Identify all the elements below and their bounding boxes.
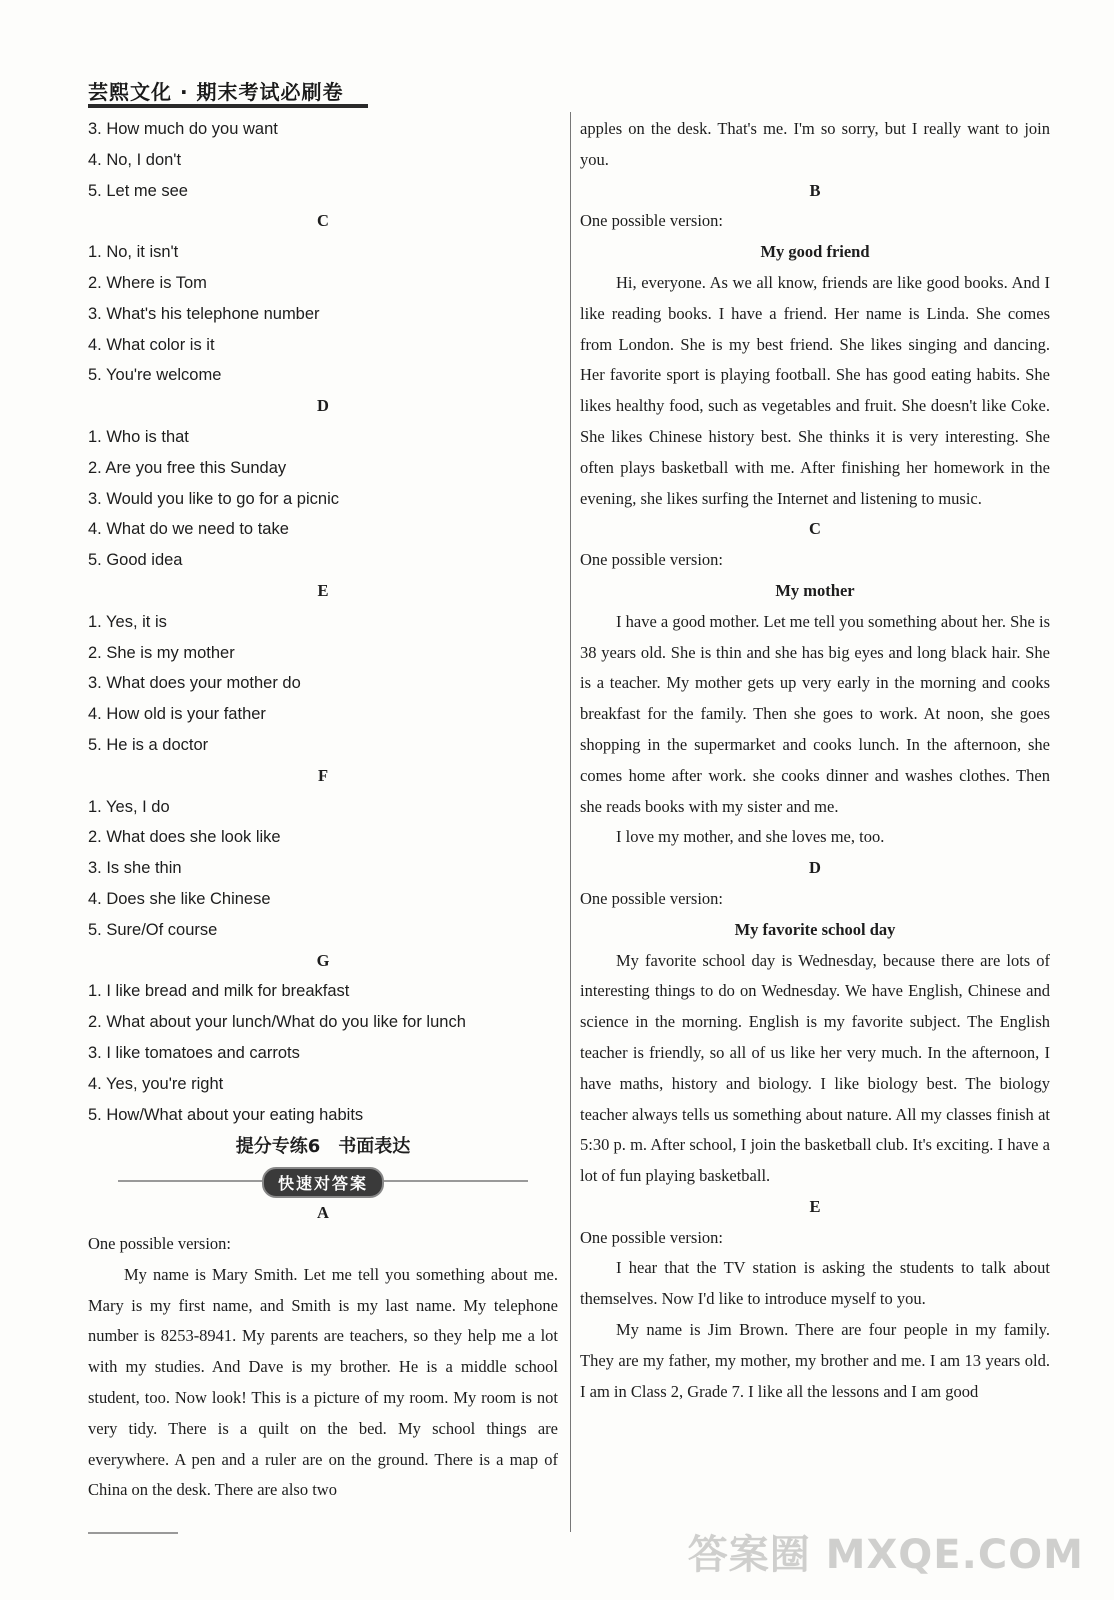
answer-item: 3. How much do you want	[88, 120, 278, 138]
quick-answer-banner	[88, 1164, 558, 1198]
answer-item: 5. Good idea	[88, 551, 183, 570]
answer-item: 3. I like tomatoes and carrots	[88, 1043, 300, 1062]
essay-title: My favorite school day	[734, 919, 896, 939]
answer-item: 2. What does she look like	[88, 828, 281, 847]
essay-c-text-2: I love my mother, and she loves me, too.	[616, 827, 885, 847]
answer-item: 2. What about your lunch/What do you like for lunch	[88, 1013, 466, 1032]
essay-e-text: I hear that the TV station is asking the students to talk about themselves. Now I'd like to introduce myself to you.	[580, 1258, 1050, 1309]
essay-e-text-2: My name is Jim Brown. There are four people in my family. They are my father, my mother, my brother and me. I am 13 years old. I am in Class 2, Grade 7. I like all the lessons and I am good	[580, 1320, 1050, 1401]
section-heading-a: A	[317, 1203, 329, 1223]
answer-item: 1. Yes, it is	[88, 612, 167, 631]
answer-item: 4. What color is it	[88, 335, 215, 354]
answer-item: 5. Sure/Of course	[88, 920, 218, 939]
answer-item: 1. No, it isn't	[88, 243, 179, 262]
section-heading-d-right: D	[809, 858, 821, 878]
answer-item: 5. Let me see	[88, 181, 188, 200]
version-intro: One possible version:	[580, 888, 723, 908]
answer-item: 3. Would you like to go for a picnic	[88, 489, 339, 508]
section-heading-g: G	[316, 950, 330, 970]
column-divider	[570, 112, 571, 1532]
answer-item: 5. He is a doctor	[88, 735, 209, 754]
page-corner-mark	[88, 1520, 178, 1534]
essay-title: My good friend	[760, 242, 870, 262]
essay-a-text: My name is Mary Smith. Let me tell you something about me. Mary is my first name, and Smith is my last name. My telephone number is 8253-8941. My parents are teachers, so they help me a lot with my studies. And Dave is my brother. He is a middle school student, too. Now look! This is a picture of my room. My room is not very tidy. There is a quilt on the bed. My school things are everywhere. A pen and a ruler are on the ground. There is a map of China on the desk. There are also two	[88, 1264, 558, 1500]
version-intro: One possible version:	[580, 550, 723, 570]
left-column	[88, 114, 558, 1506]
section-heading-c: C	[317, 211, 329, 231]
version-intro: One possible version:	[580, 1227, 723, 1247]
header-rule	[88, 104, 368, 108]
essay-b-text: Hi, everyone. As we all know, friends are like good books. And I like reading books. I have a friend. Her name is Linda. She comes from London. She is my best friend. She likes singing and dancing. Her favorite sport is playing football. She has good eating habits. She likes healthy food, such as vegetables and fruit. She doesn't like Coke. She likes Chinese history best. She thinks it is very interesting. She often plays basketball with me. After finishing her homework in the evening, she likes surfing the Internet and listening to music.	[580, 272, 1050, 508]
answer-item: 4. Yes, you're right	[88, 1074, 224, 1093]
section-heading-f: F	[317, 765, 329, 785]
answer-item: 1. Yes, I do	[88, 797, 170, 816]
section-heading-b: B	[809, 180, 821, 200]
section-heading-e-right: E	[809, 1196, 821, 1216]
answer-item: 2. Are you free this Sunday	[88, 458, 287, 477]
version-intro: One possible version:	[88, 1234, 231, 1254]
answer-item: 5. How/What about your eating habits	[88, 1105, 364, 1124]
answer-item: 3. What's his telephone number	[88, 304, 320, 323]
exercise-6-title: 提分专练6 书面表达	[235, 1136, 411, 1158]
watermark-logo: 答案圈 MXQE.COM	[687, 1532, 1084, 1578]
essay-title: My mother	[775, 580, 855, 600]
section-heading-c-right: C	[809, 519, 821, 539]
answer-item: 2. Where is Tom	[88, 273, 207, 292]
answer-item: 4. Does she like Chinese	[88, 889, 271, 908]
right-column	[580, 114, 1050, 1407]
answer-item: 1. Who is that	[88, 427, 189, 446]
version-intro: One possible version:	[580, 211, 723, 231]
page-header-title: 芸熙文化 · 期末考试必刷卷	[88, 80, 344, 104]
answer-item: 4. How old is your father	[88, 705, 266, 724]
answer-item: 3. Is she thin	[88, 859, 182, 878]
section-heading-d: D	[317, 396, 329, 416]
answer-item: 3. What does your mother do	[88, 674, 301, 693]
answer-item: 2. She is my mother	[88, 643, 235, 662]
answer-item: 4. What do we need to take	[88, 520, 289, 539]
essay-c-text: I have a good mother. Let me tell you something about her. She is 38 years old. She is thin and she has big eyes and long black hair. She is a teacher. My mother gets up very early in the morning and cooks breakfast for the family. Then she goes to work. At noon, she goes shopping in the supermarket and cooks lunch. In the afternoon, she comes home after work. she cooks dinner and washes clothes. Then she reads books with my sister and me.	[580, 611, 1050, 816]
essay-a-continued: apples on the desk. That's me. I'm so sorry, but I really want to join you.	[580, 119, 1050, 169]
answer-item: 1. I like bread and milk for breakfast	[88, 982, 350, 1001]
section-heading-e: E	[317, 580, 329, 600]
banner-label: 快速对答案	[262, 1167, 384, 1198]
essay-d-text: My favorite school day is Wednesday, because there are lots of interesting things to do on Wednesday. We have English, Chinese and science in the morning. English is my favorite subject. The English teacher is friendly, so all of us like her very much. In the afternoon, I have maths, history and biology. I like biology best. The biology teacher always tells us something about nature. All my classes finish at 5:30 p. m. After school, I join the basketball club. It's exciting. I have a lot of fun playing basketball.	[580, 950, 1050, 1186]
answer-item: 4. No, I don't	[88, 150, 182, 169]
answer-item: 5. You're welcome	[88, 366, 222, 385]
